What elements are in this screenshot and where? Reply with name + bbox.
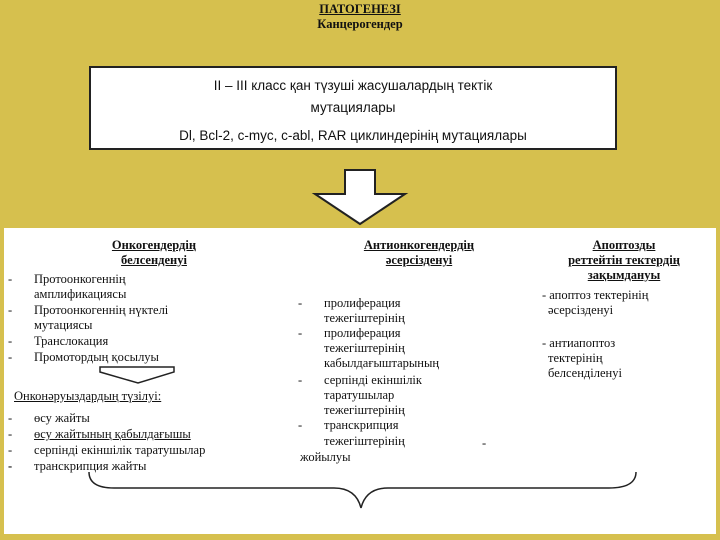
oncogene-heading-1: Онкогендердің [111, 238, 197, 252]
apoptosis-heading-2: реттейтін тектердің [568, 253, 680, 267]
mutation-box-line-1: II – III класс қан түзуші жасушалардың тектік [213, 78, 493, 93]
oncoprotein-item: өсу жайты [34, 411, 90, 425]
list-bullet: - [8, 427, 13, 441]
list-item: әсерсізденуі [548, 303, 614, 317]
slide-subtitle: Канцерогендер [317, 17, 403, 31]
apoptosis-heading-1: Апоптозды [592, 238, 656, 252]
list-bullet: - [8, 303, 13, 317]
list-item: мутациясы [34, 318, 93, 332]
mutation-box-line-3: Dl, Bcl-2, c-myc, c-abl, RAR циклиндерінің мутациялары [179, 128, 527, 143]
antioncogene-heading-1: Антионкогендердің [363, 238, 475, 252]
list-item: таратушылар [324, 388, 395, 402]
curly-brace-icon [84, 466, 644, 516]
list-item: - антиапоптоз [542, 336, 616, 350]
list-bullet: - [8, 350, 13, 364]
mutation-box [89, 66, 617, 150]
oncoprotein-item: өсу жайтының қабылдағышы [34, 427, 191, 441]
list-item: кабылдағыштарының [324, 356, 440, 370]
oncoprotein-heading: Онконәруыздардың түзілуі: [14, 389, 162, 403]
down-arrow-icon [92, 365, 182, 385]
list-item: - апоптоз тектерінің [542, 288, 649, 302]
list-item: пролиферация [324, 326, 401, 340]
list-bullet: - [298, 373, 303, 387]
list-bullet: - [8, 334, 13, 348]
list-item: жойылуы [300, 450, 351, 464]
oncoprotein-item: транскрипция жайты [34, 459, 147, 473]
list-bullet: - [298, 418, 303, 432]
list-item: Транслокация [34, 334, 109, 348]
list-bullet: - [8, 411, 13, 425]
oncogene-heading-2: белсенденуі [121, 253, 187, 267]
list-item: Протоонкогеннің нүктелі [34, 303, 169, 317]
list-item: серпінді екіншілік [324, 373, 422, 387]
apoptosis-heading-3: зақымдануы [587, 268, 661, 282]
list-bullet: - [8, 272, 13, 286]
oncoprotein-item: серпінді екіншілік таратушылар [34, 443, 206, 457]
list-item: тежегіштерінің [324, 434, 405, 448]
list-bullet: - [8, 459, 13, 473]
list-item: Протоонкогеннің [34, 272, 126, 286]
down-arrow-icon [305, 168, 415, 228]
list-bullet: - [482, 436, 487, 450]
list-item: пролиферация [324, 296, 401, 310]
list-bullet: - [298, 326, 303, 340]
list-item: белсенділенуі [548, 366, 622, 380]
list-item: транскрипция [324, 418, 399, 432]
content-panel [4, 228, 716, 534]
slide-title: ПАТОГЕНЕЗІ [319, 2, 401, 16]
antioncogene-heading-2: әсерсізденуі [385, 253, 453, 267]
list-item: тектерінің [548, 351, 603, 365]
list-item: амплификациясы [34, 287, 127, 301]
list-bullet: - [8, 443, 13, 457]
list-item: тежегіштерінің [324, 403, 405, 417]
mutation-box-line-2: мутациялары [310, 100, 396, 115]
list-item: тежегіштерінің [324, 311, 405, 325]
list-item: Промотордың қосылуы [34, 350, 159, 364]
list-item: тежегіштерінің [324, 341, 405, 355]
list-bullet: - [298, 296, 303, 310]
